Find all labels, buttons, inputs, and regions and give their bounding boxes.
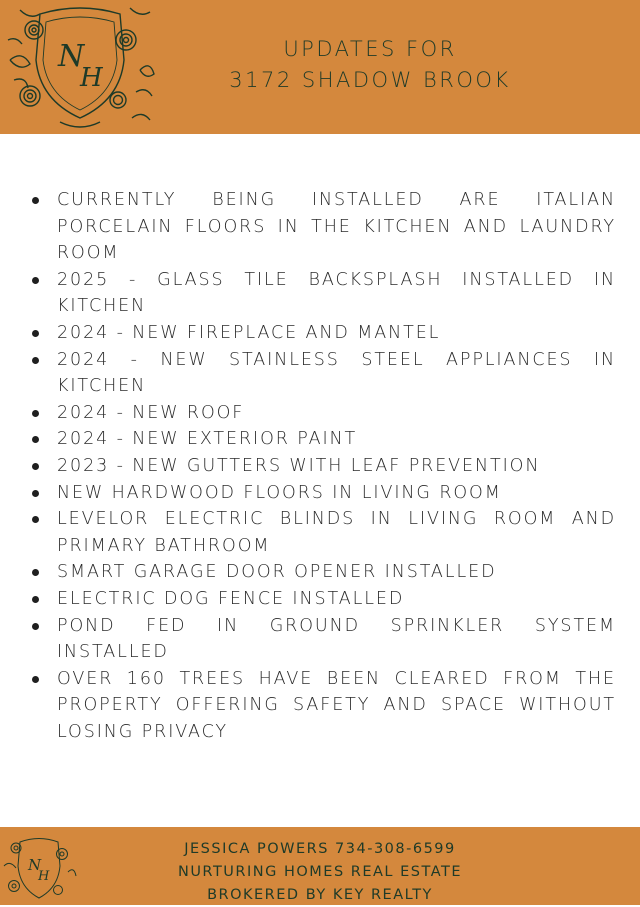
company-line: NURTURING HOMES REAL ESTATE xyxy=(177,864,463,880)
list-item: 2024 - NEW ROOF xyxy=(30,400,616,427)
title-line-1: UPDATES FOR xyxy=(283,37,457,61)
svg-text:H: H xyxy=(38,869,50,884)
bullet-icon xyxy=(32,463,39,470)
list-item: 2023 - NEW GUTTERS WITH LEAF PREVENTION xyxy=(30,453,616,480)
list-item: 2024 - NEW STAINLESS STEEL APPLIANCES IN KITCHEN xyxy=(30,347,616,400)
list-item: SMART GARAGE DOOR OPENER INSTALLED xyxy=(30,559,616,586)
bullet-icon xyxy=(32,490,39,497)
bullet-icon xyxy=(32,197,39,204)
svg-text:N: N xyxy=(58,39,85,74)
bullet-icon xyxy=(32,436,39,443)
page-title xyxy=(190,34,550,96)
list-item: LEVELOR ELECTRIC BLINDS IN LIVING ROOM AND PRIMARY BATHROOM xyxy=(30,506,616,559)
svg-text:N: N xyxy=(28,856,42,874)
list-item: 2024 - NEW FIREPLACE AND MANTEL xyxy=(30,320,616,347)
list-item: 2024 - NEW EXTERIOR PAINT xyxy=(30,426,616,453)
nh-crest-logo-small xyxy=(0,832,78,905)
nh-crest-logo xyxy=(0,0,160,134)
footer-contact xyxy=(140,838,500,907)
list-item: NEW HARDWOOD FLOORS IN LIVING ROOM xyxy=(30,480,616,507)
list-item: POND FED IN GROUND SPRINKLER SYSTEM INSTALLED xyxy=(30,613,616,666)
broker-line: BROKERED BY KEY REALTY xyxy=(207,887,433,903)
bullet-icon xyxy=(32,516,39,523)
bullet-icon xyxy=(32,277,39,284)
bullet-icon xyxy=(32,357,39,364)
bullet-icon xyxy=(32,623,39,630)
list-item: 2025 - GLASS TILE BACKSPLASH INSTALLED IN KITCHEN xyxy=(30,267,616,320)
bullet-icon xyxy=(32,569,39,576)
list-item: ELECTRIC DOG FENCE INSTALLED xyxy=(30,586,616,613)
bullet-icon xyxy=(32,410,39,417)
bullet-icon xyxy=(32,330,39,337)
svg-text:H: H xyxy=(80,63,103,93)
list-item: OVER 160 TREES HAVE BEEN CLEARED FROM THE PROPERTY OFFERING SAFETY AND SPACE WITHOUT LOSING PRIVACY xyxy=(30,666,616,746)
list-item: CURRENTLY BEING INSTALLED ARE ITALIAN PORCELAIN FLOORS IN THE KITCHEN AND LAUNDRY ROOM xyxy=(30,187,616,267)
bullet-icon xyxy=(32,596,39,603)
title-line-2: 3172 SHADOW BROOK xyxy=(229,68,511,92)
updates-list xyxy=(30,187,616,745)
agent-line: JESSICA POWERS 734-308-6599 xyxy=(184,841,456,857)
bullet-icon xyxy=(32,676,39,683)
